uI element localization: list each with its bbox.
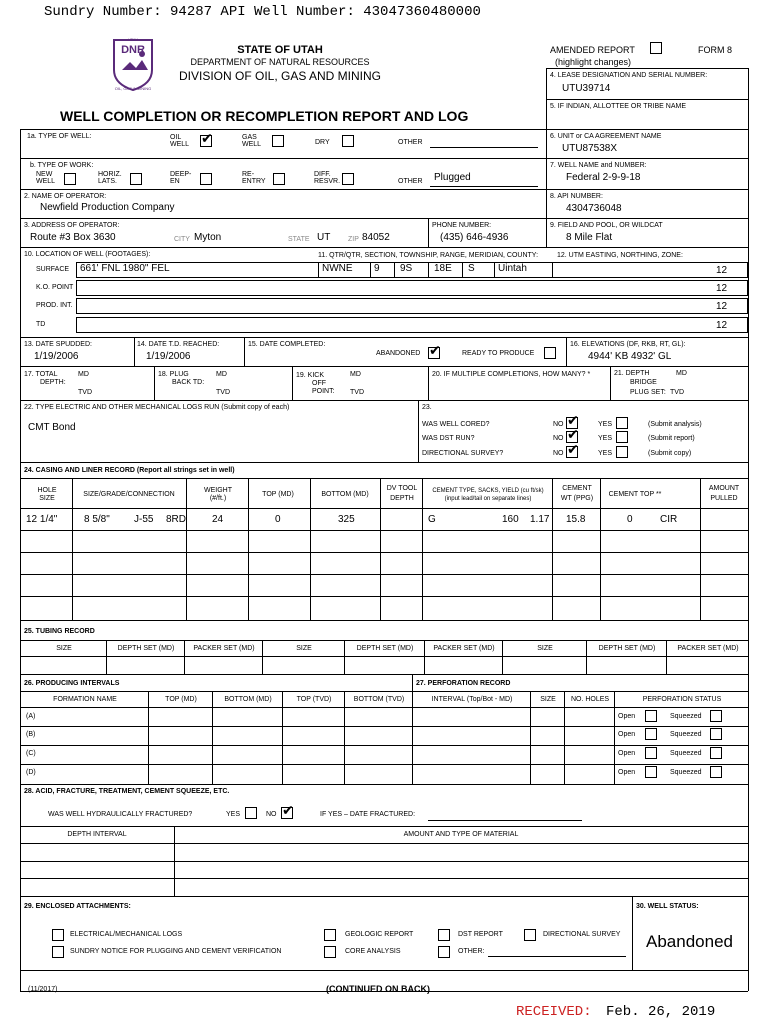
col-cement-type1: CEMENT TYPE, SACKS, YIELD (cu ft/sk) bbox=[432, 488, 544, 494]
plug-md-label: MD bbox=[216, 371, 227, 378]
prod-top-md-col: TOP (MD) bbox=[165, 696, 197, 703]
utm-zone-prod[interactable]: 12 bbox=[716, 301, 728, 312]
cement-top-value[interactable]: 0 bbox=[627, 514, 633, 525]
well-cored-no-checkbox[interactable]: ✔ bbox=[567, 413, 579, 429]
perf-d-squeezed-label: Squeezed bbox=[670, 769, 702, 776]
well-status-value[interactable]: Abandoned bbox=[646, 932, 733, 951]
submit-analysis: (Submit analysis) bbox=[648, 421, 702, 428]
frac-yes-checkbox[interactable] bbox=[245, 807, 257, 819]
section[interactable]: 9 bbox=[374, 263, 380, 274]
deepen-checkbox[interactable] bbox=[200, 173, 212, 185]
form-revision: (11/2017) bbox=[28, 986, 58, 993]
elec-logs-checkbox[interactable] bbox=[52, 929, 64, 941]
perf-c-open-checkbox[interactable] bbox=[645, 747, 657, 759]
s14-label: 14. DATE T.D. REACHED: bbox=[137, 341, 220, 348]
sundry-notice-label: SUNDRY NOTICE FOR PLUGGING AND CEMENT VERIFICATION bbox=[70, 948, 282, 955]
dst-run-question: WAS DST RUN? bbox=[422, 435, 475, 442]
zip-label: ZIP bbox=[348, 236, 359, 243]
s10-label: 10. LOCATION OF WELL (FOOTAGES): bbox=[24, 251, 151, 258]
township[interactable]: 9S bbox=[400, 263, 413, 274]
ready-to-produce-checkbox[interactable] bbox=[544, 347, 556, 359]
sundry-notice-checkbox[interactable] bbox=[52, 946, 64, 958]
utm-zone-ko[interactable]: 12 bbox=[716, 283, 728, 294]
s24-label: 24. CASING AND LINER RECORD (Report all strings set in well) bbox=[24, 467, 235, 474]
perf-c-squeezed-checkbox[interactable] bbox=[710, 747, 722, 759]
casing-weight[interactable]: 24 bbox=[212, 514, 224, 525]
continued-on-back: (CONTINUED ON BACK) bbox=[326, 984, 430, 994]
tubing-depth-col3: DEPTH SET (MD) bbox=[598, 645, 656, 652]
agency-division: DIVISION OF OIL, GAS AND MINING bbox=[178, 69, 382, 83]
diff-resvr-checkbox[interactable] bbox=[342, 173, 354, 185]
perf-b-open-label: Open bbox=[618, 731, 636, 738]
cement-yield[interactable]: 1.17 bbox=[530, 514, 550, 525]
s27-label: 27. PERFORATION RECORD bbox=[416, 680, 511, 687]
bridge-plug-label2: BRIDGE bbox=[630, 379, 657, 386]
ko-point-label: K.O. POINT bbox=[36, 284, 74, 291]
tubing-size-col3: SIZE bbox=[537, 645, 553, 652]
col-amount2: PULLED bbox=[710, 495, 738, 502]
perf-a-open-label: Open bbox=[618, 713, 636, 720]
directional-survey-attach-checkbox[interactable] bbox=[524, 929, 536, 941]
tubing-size-col2: SIZE bbox=[296, 645, 312, 652]
amended-report-label: AMENDED REPORT bbox=[550, 45, 635, 55]
county[interactable]: Uintah bbox=[498, 263, 527, 274]
dir-survey-no-label: NO bbox=[553, 450, 564, 457]
s2-label: 2. NAME OF OPERATOR: bbox=[24, 193, 107, 200]
bridge-plug-label1: 21. DEPTH bbox=[614, 370, 650, 377]
elec-logs-label: ELECTRICAL/MECHANICAL LOGS bbox=[70, 931, 183, 938]
s12-label: 12. UTM EASTING, NORTHING, ZONE: bbox=[557, 252, 683, 259]
dir-survey-no-checkbox[interactable]: ✔ bbox=[567, 442, 579, 458]
col-hole-size2: SIZE bbox=[39, 495, 55, 502]
dry-label: DRY bbox=[315, 139, 330, 146]
perf-a-squeezed-checkbox[interactable] bbox=[710, 710, 722, 722]
interval-c: (C) bbox=[26, 750, 36, 757]
meridian[interactable]: S bbox=[468, 263, 475, 274]
plug-back-label2: BACK TD: bbox=[172, 379, 205, 386]
s1a-label: 1a. TYPE OF WELL: bbox=[27, 133, 92, 140]
logo-bottom-text: OIL, GAS & MINING bbox=[114, 86, 152, 91]
operator-name[interactable]: Newfield Production Company bbox=[40, 202, 175, 213]
horiz-label2: LATS. bbox=[98, 178, 117, 185]
frac-no-label: NO bbox=[266, 811, 277, 818]
perf-a-squeezed-label: Squeezed bbox=[670, 713, 702, 720]
perf-holes-col: NO. HOLES bbox=[570, 696, 610, 703]
logs-run[interactable]: CMT Bond bbox=[28, 422, 76, 433]
f7-label: 7. WELL NAME and NUMBER: bbox=[550, 162, 647, 169]
diff-resvr-label2: RESVR. bbox=[314, 178, 341, 185]
horiz-label1: HORIZ. bbox=[98, 171, 122, 178]
perf-interval-col: INTERVAL (Top/Bot - MD) bbox=[431, 696, 513, 703]
tubing-packer-col3: PACKER SET (MD) bbox=[677, 645, 739, 652]
perf-size-col: SIZE bbox=[540, 696, 556, 703]
dst-report-label: DST REPORT bbox=[458, 931, 503, 938]
interval-a: (A) bbox=[26, 713, 36, 720]
f6-unit-agreement[interactable]: UTU87538X bbox=[562, 143, 618, 154]
kick-md-label: MD bbox=[350, 371, 361, 378]
bridge-plug-label3: PLUG SET: bbox=[630, 389, 666, 396]
well-cored-yes-checkbox[interactable] bbox=[616, 417, 628, 429]
bridge-md-label: MD bbox=[676, 370, 687, 377]
dst-run-no-checkbox[interactable]: ✔ bbox=[567, 427, 579, 443]
interval-d: (D) bbox=[26, 769, 36, 776]
s11-label: 11. QTR/QTR, SECTION, TOWNSHIP, RANGE, MERIDIAN, COUNTY: bbox=[318, 252, 539, 259]
col-hole-size1: HOLE bbox=[37, 487, 57, 494]
s16-label: 16. ELEVATIONS (DF, RKB, RT, GL): bbox=[570, 341, 686, 348]
total-depth-label2: DEPTH: bbox=[40, 379, 66, 386]
s30-label: 30. WELL STATUS: bbox=[636, 903, 699, 910]
td-label: TD bbox=[36, 321, 46, 328]
kick-tvd-label: TVD bbox=[350, 389, 364, 396]
spud-date[interactable]: 1/19/2006 bbox=[34, 351, 79, 362]
city-label: CITY bbox=[174, 236, 190, 243]
well-cored-yes-label: YES bbox=[598, 421, 613, 428]
f7-well-name[interactable]: Federal 2-9-9-18 bbox=[566, 172, 641, 183]
amended-subtext: (highlight changes) bbox=[555, 57, 632, 67]
directional-survey-attach-label: DIRECTIONAL SURVEY bbox=[543, 931, 621, 938]
s23-label: 23. bbox=[422, 404, 432, 411]
new-well-label1: NEW bbox=[36, 171, 53, 178]
dry-checkbox[interactable] bbox=[342, 135, 354, 147]
casing-top[interactable]: 0 bbox=[275, 514, 281, 525]
deepen-label2: EN bbox=[170, 178, 180, 185]
perf-a-open-checkbox[interactable] bbox=[645, 710, 657, 722]
casing-size[interactable]: 8 5/8" bbox=[84, 514, 110, 525]
oil-well-label1: OIL bbox=[170, 134, 182, 141]
form-title: WELL COMPLETION OR RECOMPLETION REPORT AND LOG bbox=[60, 108, 469, 124]
f8-api-number[interactable]: 4304736048 bbox=[566, 203, 622, 214]
ready-to-produce-label: READY TO PRODUCE bbox=[462, 350, 535, 357]
amount-material-col: AMOUNT AND TYPE OF MATERIAL bbox=[403, 831, 519, 838]
operator-address[interactable]: Route #3 Box 3630 bbox=[30, 232, 116, 243]
cement-top-method[interactable]: CIR bbox=[660, 514, 678, 525]
casing-connection[interactable]: 8RD bbox=[166, 514, 187, 525]
submit-copy: (Submit copy) bbox=[648, 450, 692, 457]
frac-date-label: IF YES – DATE FRACTURED: bbox=[320, 811, 416, 818]
tubing-packer-col1: PACKER SET (MD) bbox=[193, 645, 255, 652]
td-reached-date[interactable]: 1/19/2006 bbox=[146, 351, 191, 362]
depth-interval-col: DEPTH INTERVAL bbox=[67, 831, 127, 838]
frac-yes-label: YES bbox=[226, 811, 241, 818]
amended-report-checkbox[interactable] bbox=[650, 42, 662, 54]
perf-d-open-checkbox[interactable] bbox=[645, 766, 657, 778]
utm-zone-td[interactable]: 12 bbox=[716, 320, 728, 331]
multiple-completions-label: 20. IF MULTIPLE COMPLETIONS, HOW MANY? * bbox=[432, 371, 591, 378]
perf-d-squeezed-checkbox[interactable] bbox=[710, 766, 722, 778]
frac-question: WAS WELL HYDRAULICALLY FRACTURED? bbox=[48, 811, 193, 818]
f4-lease-serial[interactable]: UTU39714 bbox=[562, 83, 611, 94]
geologic-report-label: GEOLOGIC REPORT bbox=[345, 931, 414, 938]
s3-label: 3. ADDRESS OF OPERATOR: bbox=[24, 222, 120, 229]
s13-label: 13. DATE SPUDDED: bbox=[24, 341, 92, 348]
well-cored-question: WAS WELL CORED? bbox=[422, 421, 490, 428]
core-analysis-checkbox[interactable] bbox=[324, 946, 336, 958]
logo-text: DNR bbox=[121, 44, 145, 56]
operator-zip[interactable]: 84052 bbox=[362, 232, 390, 243]
operator-phone[interactable]: (435) 646-4936 bbox=[440, 232, 509, 243]
col-cement-top: CEMENT TOP ** bbox=[608, 491, 662, 498]
diff-resvr-label1: DIFF. bbox=[314, 171, 331, 178]
col-amount1: AMOUNT bbox=[708, 485, 740, 492]
col-size-grade: SIZE/GRADE/CONNECTION bbox=[83, 491, 175, 498]
f8-label: 8. API NUMBER: bbox=[550, 193, 603, 200]
geologic-report-checkbox[interactable] bbox=[324, 929, 336, 941]
other-attachment-label: OTHER: bbox=[458, 948, 485, 955]
s25-label: 25. TUBING RECORD bbox=[24, 628, 95, 635]
directional-survey-question: DIRECTIONAL SURVEY? bbox=[422, 450, 504, 457]
phone-label: PHONE NUMBER: bbox=[432, 222, 492, 229]
abandoned-checkbox[interactable]: ✔ bbox=[429, 343, 441, 359]
plug-tvd-label: TVD bbox=[216, 389, 230, 396]
perf-status-col: PERFORATION STATUS bbox=[642, 696, 722, 703]
s28-label: 28. ACID, FRACTURE, TREATMENT, CEMENT SQUEEZE, ETC. bbox=[24, 788, 230, 795]
new-well-checkbox[interactable] bbox=[64, 173, 76, 185]
s22-label: 22. TYPE ELECTRIC AND OTHER MECHANICAL LOGS RUN (Submit copy of each) bbox=[24, 404, 290, 411]
prod-int-label: PROD. INT. bbox=[36, 302, 73, 309]
submit-report: (Submit report) bbox=[648, 435, 695, 442]
other-work-value[interactable]: Plugged bbox=[434, 172, 471, 183]
reentry-checkbox[interactable] bbox=[273, 173, 285, 185]
deepen-label1: DEEP- bbox=[170, 171, 192, 178]
col-dv-tool2: DEPTH bbox=[390, 495, 414, 502]
perf-b-squeezed-label: Squeezed bbox=[670, 731, 702, 738]
perf-c-squeezed-label: Squeezed bbox=[670, 750, 702, 757]
logo-small-text: UTAH bbox=[127, 37, 139, 42]
dst-run-yes-label: YES bbox=[598, 435, 613, 442]
kick-off-label3: POINT: bbox=[312, 388, 335, 395]
other-well-label: OTHER bbox=[398, 139, 423, 146]
f6-label: 6. UNIT or CA AGREEMENT NAME bbox=[550, 133, 662, 140]
dir-survey-yes-label: YES bbox=[598, 450, 613, 457]
operator-state[interactable]: UT bbox=[317, 232, 331, 243]
tubing-depth-col2: DEPTH SET (MD) bbox=[356, 645, 414, 652]
interval-b: (B) bbox=[26, 731, 36, 738]
surface-label: SURFACE bbox=[36, 266, 70, 273]
dst-run-yes-checkbox[interactable] bbox=[616, 431, 628, 443]
casing-bottom[interactable]: 325 bbox=[338, 514, 355, 525]
other-attachment-checkbox[interactable] bbox=[438, 946, 450, 958]
other-work-label: OTHER bbox=[398, 178, 423, 185]
cement-weight-ppg[interactable]: 15.8 bbox=[566, 514, 586, 525]
col-top-md: TOP (MD) bbox=[262, 491, 294, 498]
operator-city[interactable]: Myton bbox=[194, 232, 222, 243]
agency-state: STATE OF UTAH bbox=[237, 44, 323, 56]
qtr-qtr[interactable]: NWNE bbox=[322, 263, 353, 274]
elevations[interactable]: 4944' KB 4932' GL bbox=[588, 351, 672, 362]
cement-sacks[interactable]: 160 bbox=[502, 514, 519, 525]
f9-label: 9. FIELD AND POOL, OR WILDCAT bbox=[550, 222, 663, 229]
col-cement-type2: (input lead/tail on separate lines) bbox=[444, 496, 532, 502]
tubing-packer-col2: PACKER SET (MD) bbox=[433, 645, 495, 652]
s26-label: 26. PRODUCING INTERVALS bbox=[24, 680, 120, 687]
abandoned-label: ABANDONED bbox=[376, 350, 421, 357]
form-number: FORM 8 bbox=[698, 45, 733, 55]
tubing-size-col1: SIZE bbox=[56, 645, 72, 652]
gas-well-checkbox[interactable] bbox=[272, 135, 284, 147]
prod-top-tvd-col: TOP (TVD) bbox=[296, 696, 332, 703]
bridge-tvd-label: TVD bbox=[670, 389, 684, 396]
frac-no-checkbox[interactable]: ✔ bbox=[282, 803, 294, 819]
col-cement-wt2: WT (PPG) bbox=[560, 495, 594, 502]
casing-grade[interactable]: J-55 bbox=[134, 514, 154, 525]
prod-bottom-tvd-col: BOTTOM (TVD) bbox=[353, 696, 405, 703]
surface-footages[interactable]: 661' FNL 1980" FEL bbox=[80, 263, 170, 274]
kick-off-label2: OFF bbox=[312, 380, 326, 387]
utm-zone-surface[interactable]: 12 bbox=[716, 265, 728, 276]
range[interactable]: 18E bbox=[434, 263, 452, 274]
prod-bottom-md-col: BOTTOM (MD) bbox=[224, 696, 272, 703]
horiz-checkbox[interactable] bbox=[130, 173, 142, 185]
col-bottom-md: BOTTOM (MD) bbox=[321, 491, 369, 498]
col-dv-tool1: DV TOOL bbox=[386, 485, 418, 492]
f5-label: 5. IF INDIAN, ALLOTTEE OR TRIBE NAME bbox=[550, 103, 687, 110]
core-analysis-label: CORE ANALYSIS bbox=[345, 948, 401, 955]
received-date: Feb. 26, 2019 bbox=[606, 1004, 716, 1020]
reentry-label2: ENTRY bbox=[242, 178, 266, 185]
col-weight2: (#/ft.) bbox=[209, 495, 227, 502]
col-weight1: WEIGHT bbox=[204, 487, 232, 494]
reentry-label1: RE- bbox=[242, 171, 255, 178]
oil-well-checkbox[interactable]: ✔ bbox=[201, 131, 213, 147]
received-label: RECEIVED: bbox=[516, 1004, 592, 1020]
s15-label: 15. DATE COMPLETED: bbox=[248, 341, 326, 348]
gas-well-label1: GAS bbox=[242, 134, 257, 141]
state-label: STATE bbox=[288, 236, 310, 243]
plug-back-label1: 18. PLUG bbox=[158, 371, 189, 378]
f4-label: 4. LEASE DESIGNATION AND SERIAL NUMBER: bbox=[550, 72, 708, 79]
s1b-label: b. TYPE OF WORK: bbox=[30, 162, 94, 169]
agency-dept: DEPARTMENT OF NATURAL RESOURCES bbox=[190, 57, 370, 67]
perf-c-open-label: Open bbox=[618, 750, 636, 757]
casing-hole-size[interactable]: 12 1/4" bbox=[26, 514, 58, 525]
oil-well-label2: WELL bbox=[170, 141, 190, 148]
formation-name-col: FORMATION NAME bbox=[53, 696, 117, 703]
dst-run-no-label: NO bbox=[553, 435, 564, 442]
dnr-logo bbox=[108, 36, 158, 92]
new-well-label2: WELL bbox=[36, 178, 56, 185]
total-md-label: MD bbox=[78, 371, 89, 378]
total-tvd-label: TVD bbox=[78, 389, 92, 396]
gas-well-label2: WELL bbox=[242, 141, 262, 148]
col-cement-wt1: CEMENT bbox=[562, 485, 592, 492]
perf-b-squeezed-checkbox[interactable] bbox=[710, 728, 722, 740]
tubing-depth-col1: DEPTH SET (MD) bbox=[117, 645, 175, 652]
cement-type[interactable]: G bbox=[428, 514, 436, 525]
total-depth-label1: 17. TOTAL bbox=[24, 371, 58, 378]
perf-d-open-label: Open bbox=[618, 769, 636, 776]
dir-survey-yes-checkbox[interactable] bbox=[616, 446, 628, 458]
s29-label: 29. ENCLOSED ATTACHMENTS: bbox=[24, 903, 131, 910]
perf-b-open-checkbox[interactable] bbox=[645, 728, 657, 740]
f9-field-pool[interactable]: 8 Mile Flat bbox=[566, 232, 613, 243]
kick-off-label1: 19. KICK bbox=[296, 372, 325, 379]
dst-report-checkbox[interactable] bbox=[438, 929, 450, 941]
stamp-sundry-api: Sundry Number: 94287 API Well Number: 43047360480000 bbox=[44, 4, 481, 20]
well-cored-no-label: NO bbox=[553, 421, 564, 428]
